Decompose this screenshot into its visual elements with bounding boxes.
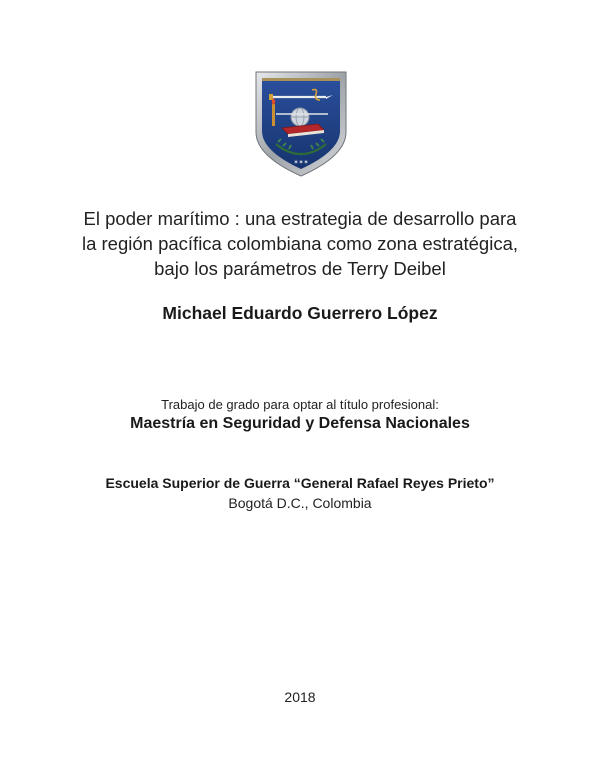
- institution-crest-icon: [254, 70, 348, 178]
- school-name: Escuela Superior de Guerra “General Rafael Reyes Prieto”: [105, 475, 495, 491]
- degree-intro: Trabajo de grado para optar al título profesional:: [161, 397, 439, 412]
- title-line-1: El poder marítimo : una estrategia de desarrollo para: [83, 208, 517, 229]
- svg-text:✶✶✶: ✶✶✶: [293, 159, 309, 166]
- title-line-3: bajo los parámetros de Terry Deibel: [154, 258, 446, 279]
- document-title: [40, 206, 560, 281]
- author-name: Michael Eduardo Guerrero López: [162, 303, 438, 323]
- publication-year: 2018: [284, 689, 316, 705]
- degree-name: Maestría en Seguridad y Defensa Nacionales: [130, 415, 470, 432]
- city-country: Bogotá D.C., Colombia: [228, 495, 372, 511]
- title-line-2: la región pacífica colombiana como zona estratégica,: [81, 233, 519, 254]
